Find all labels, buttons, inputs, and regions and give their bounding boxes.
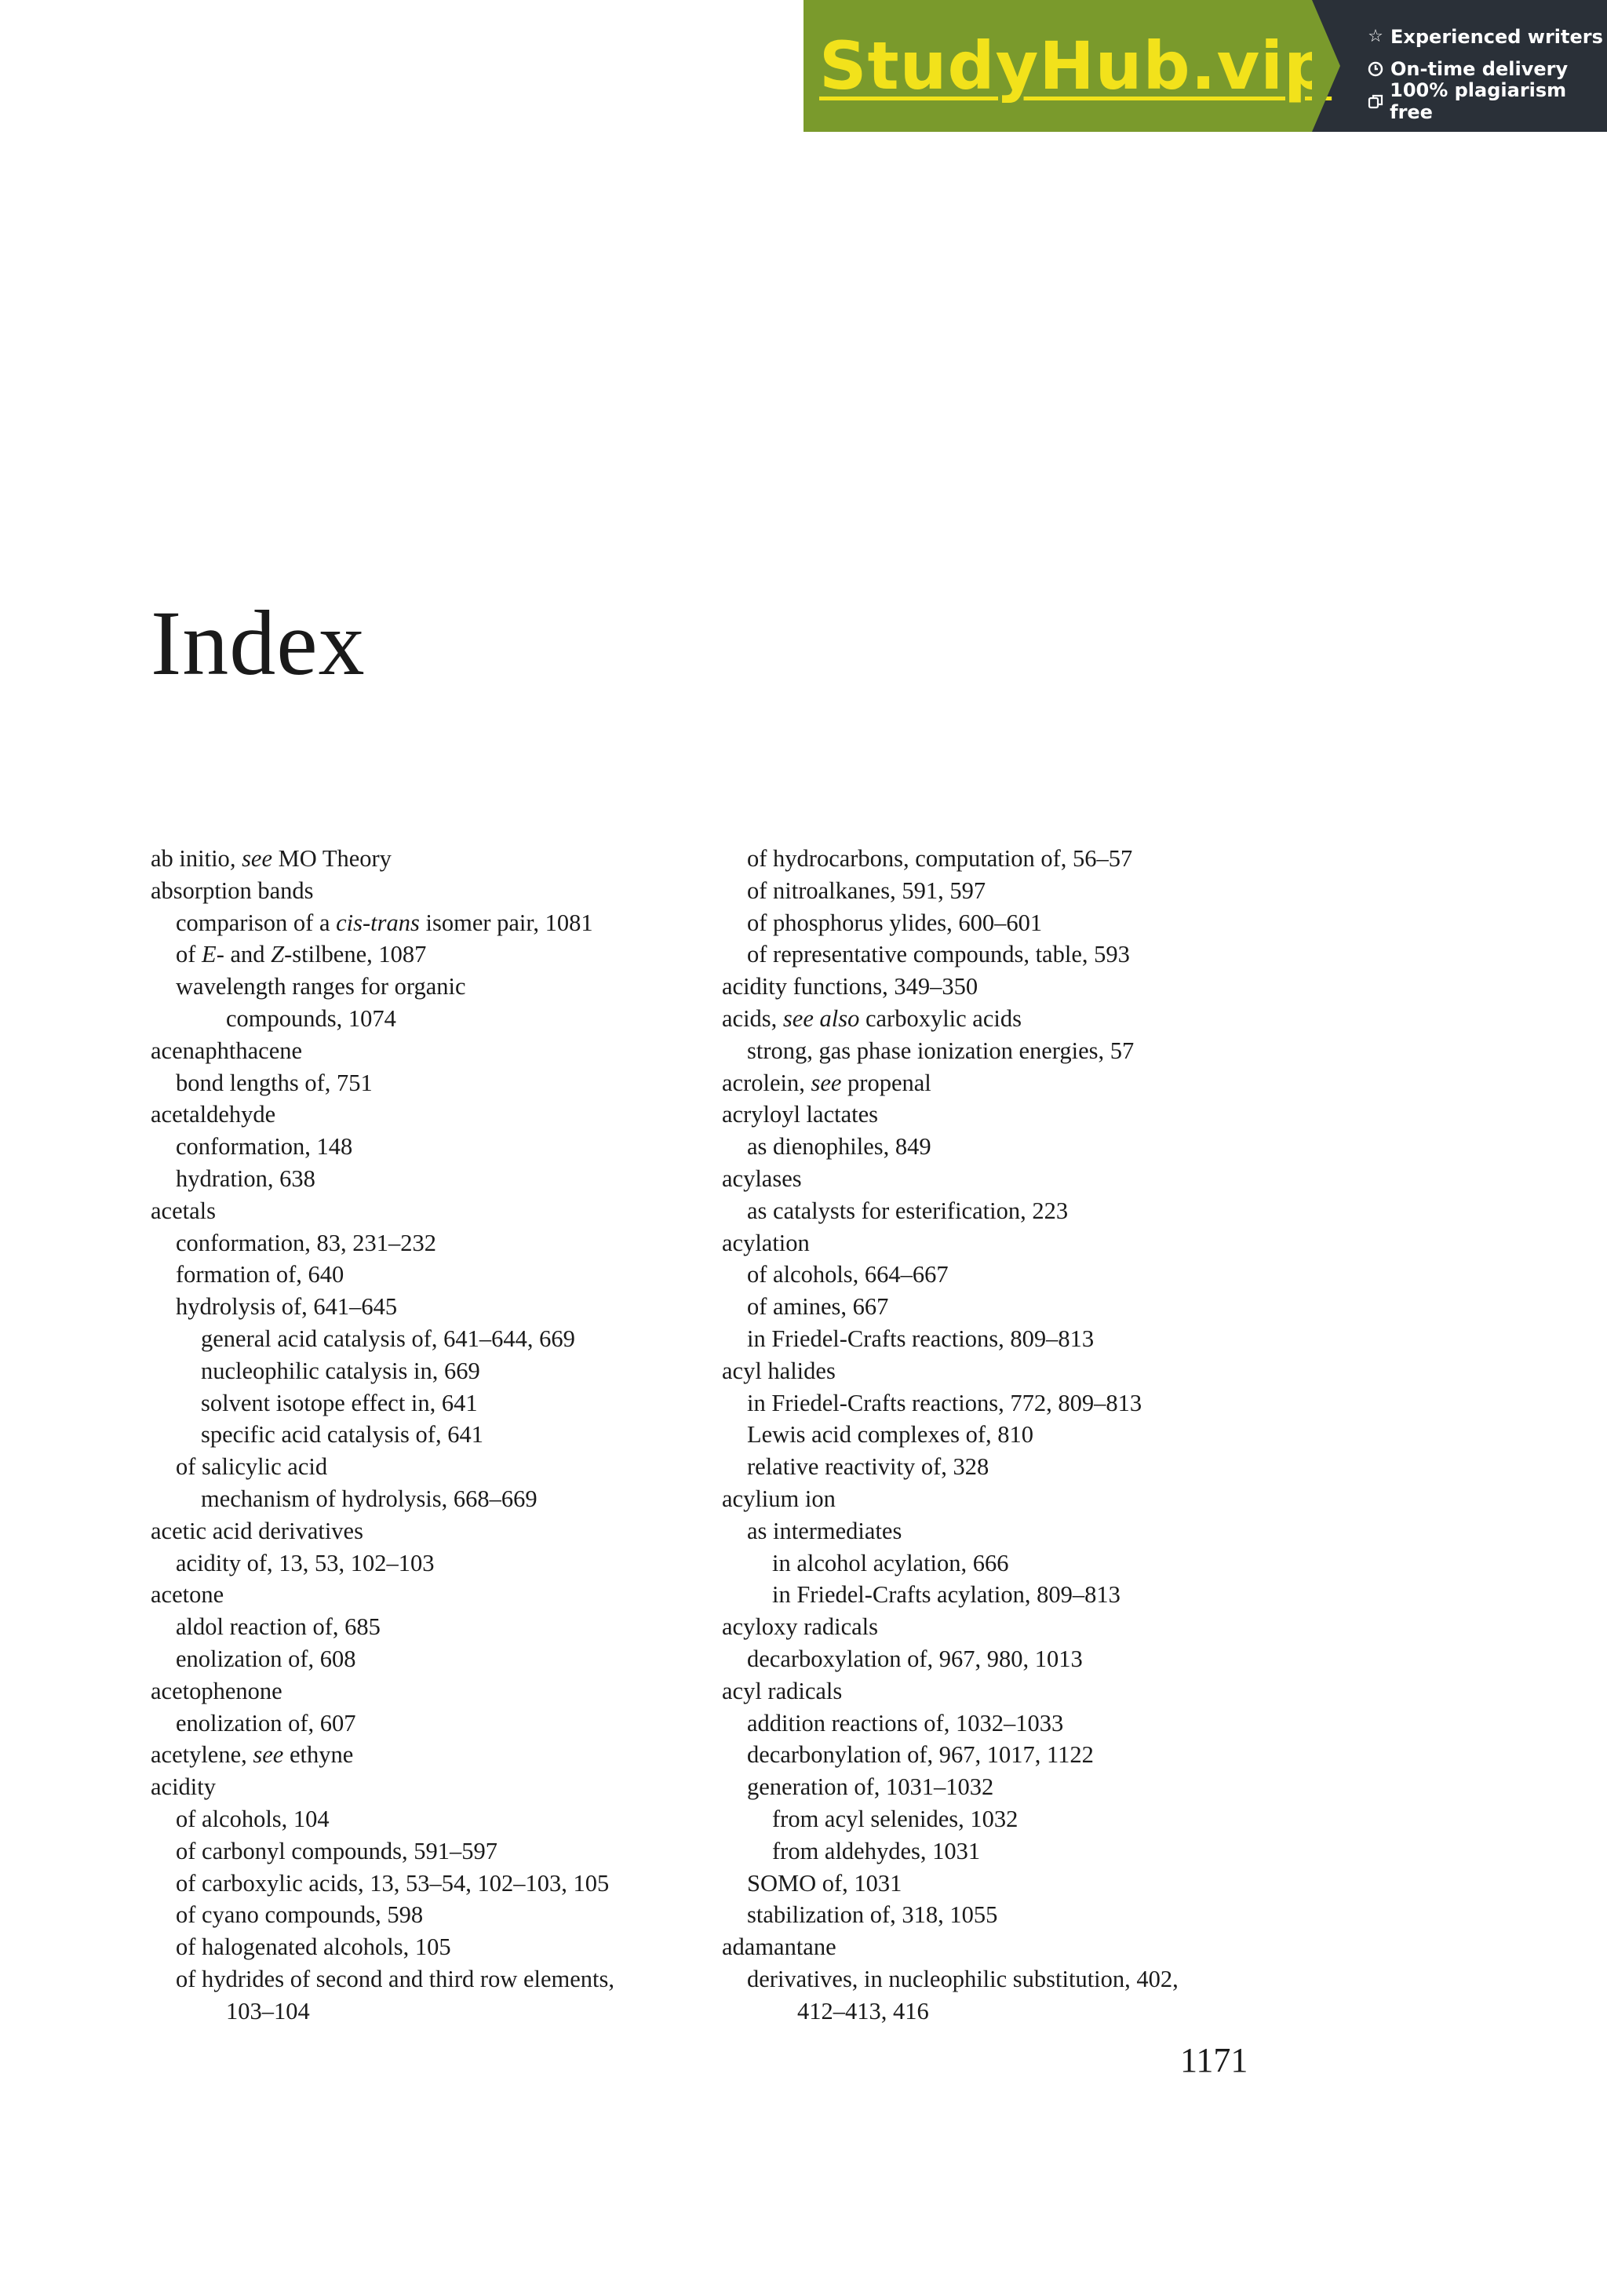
index-entry: conformation, 148	[176, 1133, 353, 1161]
brand-name: StudyHub.vip	[819, 27, 1332, 104]
index-entry: in Friedel-Crafts acylation, 809–813	[772, 1581, 1121, 1609]
index-entry: in Friedel-Crafts reactions, 772, 809–813	[747, 1389, 1142, 1416]
index-entry: comparison of a cis-trans isomer pair, 1081	[176, 909, 593, 936]
index-entry: acyl radicals	[722, 1677, 843, 1704]
index-entry: of amines, 667	[747, 1293, 889, 1321]
index-entry: as catalysts for esterification, 223	[747, 1197, 1069, 1224]
studyhub-banner[interactable]	[804, 0, 1607, 132]
index-entry: adamantane	[722, 1933, 836, 1961]
index-entry: acetone	[151, 1581, 224, 1609]
index-entry: compounds, 1074	[226, 1004, 396, 1032]
index-entry: conformation, 83, 231–232	[176, 1229, 437, 1256]
index-entry: of alcohols, 104	[176, 1805, 330, 1832]
page-number: 1171	[1180, 2041, 1248, 2079]
index-entry: acetals	[151, 1197, 216, 1224]
feature-label: Experienced writers	[1390, 25, 1603, 48]
index-entry: of hydrocarbons, computation of, 56–57	[747, 845, 1133, 872]
index-entry: of hydrides of second and third row elements,	[176, 1965, 615, 1992]
index-entry: as dienophiles, 849	[747, 1133, 931, 1161]
index-entry: hydrolysis of, 641–645	[176, 1293, 398, 1321]
index-entry: of salicylic acid	[176, 1453, 328, 1481]
index-entry: of carbonyl compounds, 591–597	[176, 1837, 497, 1864]
index-entry: acylium ion	[722, 1485, 836, 1512]
index-entry: from aldehydes, 1031	[772, 1837, 981, 1864]
index-entry: Lewis acid complexes of, 810	[747, 1421, 1034, 1449]
index-entry: acyloxy radicals	[722, 1613, 879, 1641]
index-entry: 412–413, 416	[797, 1997, 929, 2024]
feature-plagiarism-free	[1367, 78, 1607, 123]
page-title: Index	[151, 592, 366, 694]
index-entry: addition reactions of, 1032–1033	[747, 1709, 1064, 1737]
clock-icon	[1367, 60, 1384, 78]
index-entry: acrolein, see propenal	[722, 1069, 931, 1096]
index-entry: wavelength ranges for organic	[176, 973, 466, 1000]
index-entry: aldol reaction of, 685	[176, 1613, 381, 1641]
star-icon: ☆	[1368, 27, 1383, 46]
index-column-left	[151, 843, 716, 2027]
index-entry: acryloyl lactates	[722, 1101, 878, 1128]
index-entry: nucleophilic catalysis in, 669	[201, 1357, 480, 1384]
index-entry: acylation	[722, 1229, 810, 1256]
feature-label: On-time delivery	[1390, 57, 1569, 80]
index-entry: of phosphorus ylides, 600–601	[747, 909, 1043, 936]
index-entry: strong, gas phase ionization energies, 57	[747, 1037, 1135, 1064]
index-entry: acenaphthacene	[151, 1037, 303, 1064]
index-entry: of nitroalkanes, 591, 597	[747, 876, 986, 904]
banner-features	[1312, 0, 1607, 132]
index-entry: decarbonylation of, 967, 1017, 1122	[747, 1741, 1094, 1769]
index-entry: enolization of, 607	[176, 1709, 356, 1737]
index-entry: of carboxylic acids, 13, 53–54, 102–103, 105	[176, 1869, 610, 1897]
index-column-right	[722, 843, 1334, 2027]
index-entry: in alcohol acylation, 666	[772, 1549, 1009, 1576]
index-entry: of alcohols, 664–667	[747, 1261, 949, 1288]
index-entry: acyl halides	[722, 1357, 836, 1384]
index-entry: as intermediates	[747, 1517, 902, 1544]
copy-icon	[1367, 93, 1383, 110]
index-entry: enolization of, 608	[176, 1645, 356, 1672]
index-entry: specific acid catalysis of, 641	[201, 1421, 483, 1449]
index-entry: ab initio, see MO Theory	[151, 845, 392, 872]
index-entry: acetaldehyde	[151, 1101, 276, 1128]
index-entry: hydration, 638	[176, 1164, 315, 1192]
index-entry: acetophenone	[151, 1677, 282, 1704]
index-entry: stabilization of, 318, 1055	[747, 1901, 998, 1929]
index-entry: formation of, 640	[176, 1261, 344, 1288]
index-entry: generation of, 1031–1032	[747, 1773, 994, 1801]
index-entry: general acid catalysis of, 641–644, 669	[201, 1325, 575, 1352]
index-entry: derivatives, in nucleophilic substitution, 402,	[747, 1965, 1179, 1992]
index-entry: decarboxylation of, 967, 980, 1013	[747, 1645, 1083, 1672]
index-entry: solvent isotope effect in, 641	[201, 1389, 478, 1416]
index-entry: in Friedel-Crafts reactions, 809–813	[747, 1325, 1095, 1352]
index-entry: acids, see also carboxylic acids	[722, 1004, 1022, 1032]
feature-label: 100% plagiarism free	[1390, 78, 1567, 123]
index-entry: acylases	[722, 1164, 802, 1192]
index-entry: mechanism of hydrolysis, 668–669	[201, 1485, 537, 1512]
index-entry: from acyl selenides, 1032	[772, 1805, 1018, 1832]
index-entry: absorption bands	[151, 876, 314, 904]
index-entry: acetic acid derivatives	[151, 1517, 363, 1544]
index-entry: acidity	[151, 1773, 216, 1801]
index-entry: of halogenated alcohols, 105	[176, 1933, 451, 1961]
index-entry: of E- and Z-stilbene, 1087	[176, 941, 427, 968]
index-entry: of representative compounds, table, 593	[747, 941, 1130, 968]
index-entry: acidity functions, 349–350	[722, 973, 978, 1000]
index-entry: of cyano compounds, 598	[176, 1901, 424, 1929]
studyhub-logo[interactable]	[804, 0, 1332, 132]
index-entry: bond lengths of, 751	[176, 1069, 373, 1096]
index-entry: relative reactivity of, 328	[747, 1453, 989, 1481]
index-entry: acetylene, see ethyne	[151, 1741, 354, 1769]
index-entry: SOMO of, 1031	[747, 1869, 902, 1897]
feature-experienced-writers	[1367, 20, 1607, 53]
index-entry: acidity of, 13, 53, 102–103	[176, 1549, 435, 1576]
index-entry: 103–104	[226, 1997, 310, 2024]
